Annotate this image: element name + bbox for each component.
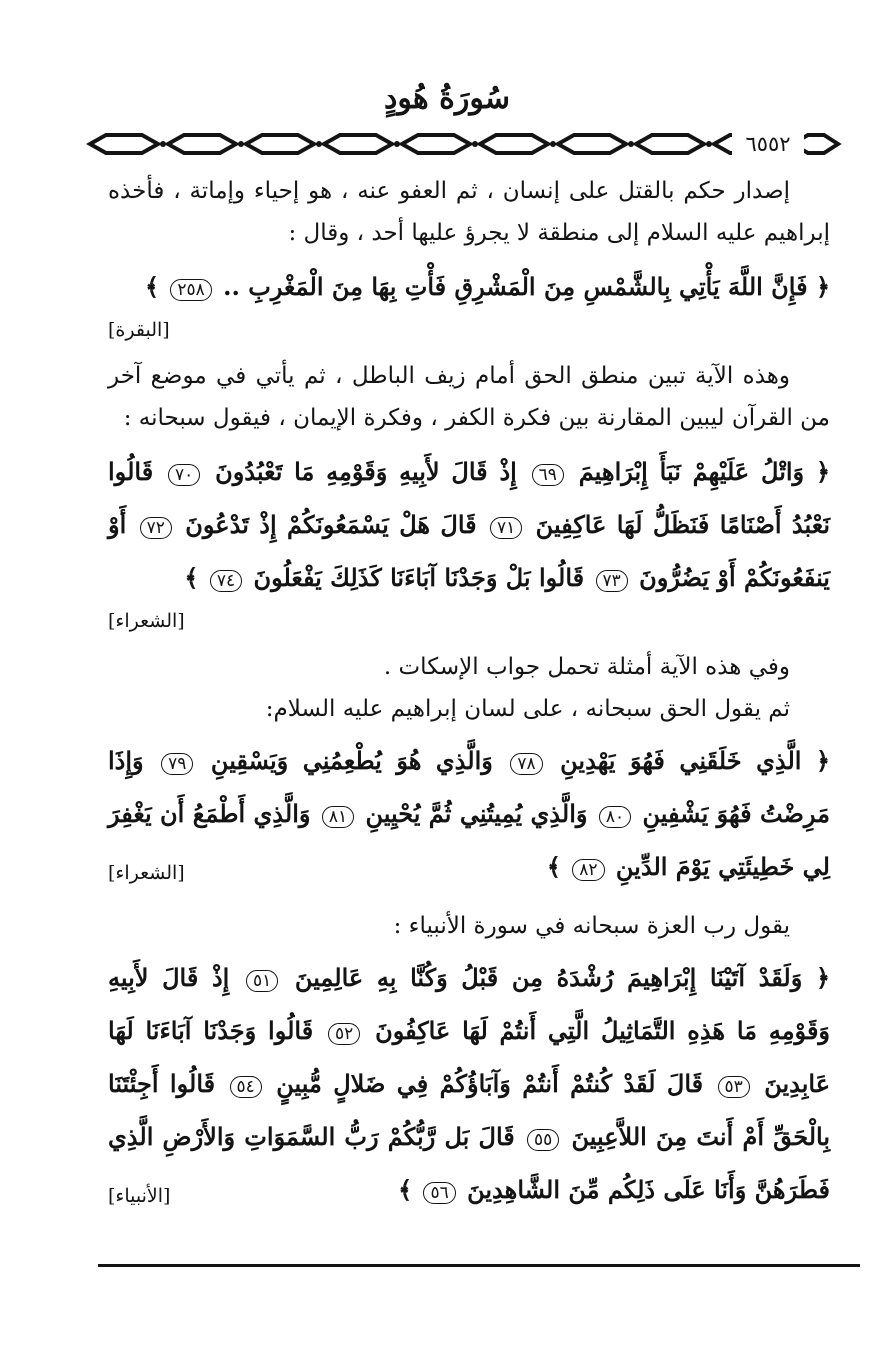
verse-text: قَالَ هَلْ يَسْمَعُونَكُمْ إِذْ تَدْعُونَ [185,510,477,539]
paragraph-2: وهذه الآية تبين منطق الحق أمام زيف الباطل ، ثم يأتي في موضع آخر من القرآن ليبين المقارنة بين فكرة الكفر ، وفكرة الإيمان ، فيقول سبحانه : [108,363,830,431]
verse-open-bracket: ﴿ [815,272,830,301]
ayah-number: ٨١ [322,806,354,828]
ayah-number: ٨٠ [599,806,631,828]
surah-reference: [الشعراء] [108,862,185,884]
verse-close-bracket: ﴾ [398,1175,413,1204]
ayah-number: ٧١ [490,517,522,539]
ayah-number: ٧٠ [168,464,200,486]
verse-text: الَّذِي خَلَقَنِي فَهُوَ يَهْدِينِ [560,746,802,775]
verse-text: قَالُوا بَلْ وَجَدْنَا آبَاءَنَا كَذَلِكَ يَفْعَلُونَ [253,563,585,592]
verse-close-bracket: ﴾ [184,563,199,592]
verse-close-bracket: ﴾ [546,852,561,881]
verse-text: قَالَ لَقَدْ كُنتُمْ أَنتُمْ وَآبَاؤُكُمْ فِي ضَلالٍ مُّبِينٍ [276,1069,704,1098]
ayah-number: ٢٥٨ [170,279,211,301]
ayah-number: ٥١ [246,970,278,992]
paragraph-3: وفي هذه الآية أمثلة تحمل جواب الإسكات . [383,654,790,680]
bottom-rule [98,1264,860,1267]
ayah-number: ٧٤ [210,570,242,592]
surah-reference: [الأنبياء] [108,1185,171,1207]
paragraph-4: ثم يقول الحق سبحانه ، على لسان إبراهيم عليه السلام: [265,696,790,722]
verse-text: وَإِذَا مَرِضْتُ فَهُوَ يَشْفِينِ [108,746,830,828]
verse-text: وَلَقَدْ آتَيْنَا إِبْرَاهِيمَ رُشْدَهُ مِن قَبْلُ وَكُنَّا بِهِ عَالِمِينَ [294,963,803,992]
verse-text: فَإِنَّ اللَّهَ يَأْتِي بِالشَّمْسِ مِنَ الْمَشْرِقِ فَأْتِ بِهَا مِنَ الْمَغْرِبِ .. [223,272,808,301]
verse-text: إِذْ قَالَ لأَبِيهِ وَقَوْمِهِ مَا هَذِهِ التَّمَاثِيلُ الَّتِي أَنتُمْ لَهَا عَاكِفُونَ [108,963,831,1045]
ayah-number: ٥٥ [527,1129,559,1151]
verse-open-bracket: ﴿ [815,746,831,775]
ayah-number: ٥٣ [718,1076,750,1098]
ayah-number: ٦٩ [532,464,564,486]
verse-text: وَالَّذِي هُوَ يُطْعِمُنِي وَيَسْقِينِ [210,746,493,775]
verse-text: وَاتْلُ عَلَيْهِمْ نَبَأَ إِبْرَاهِيمَ [578,457,805,486]
surah-title: سُورَةُ هُودٍ [384,81,510,116]
verse-open-bracket: ﴿ [815,457,831,486]
verse-shuara-78-82 [108,736,830,895]
decorative-border [86,128,842,160]
verse-baqarah-258 [108,262,830,315]
page-number: ٦٥٥٢ [732,128,804,160]
ayah-number: ٧٨ [510,753,542,775]
paragraph-5: يقول رب العزة سبحانه في سورة الأنبياء : [393,913,790,939]
verse-anbiya-51-56 [108,953,830,1218]
verse-open-bracket: ﴿ [815,963,831,992]
surah-reference: [الشعراء] [108,610,185,632]
verse-close-bracket: ﴾ [144,272,160,301]
verse-text: قَالُوا وَجَدْنَا آبَاءَنَا لَهَا عَابِدِينَ [108,1016,831,1098]
paragraph-1: إصدار حكم بالقتل على إنسان ، ثم العفو عنه ، هو إحياء وإماتة ، فأخذه إبراهيم عليه السلام إلى منطقة لا يجرؤ عليها أحد ، وقال : [108,178,830,246]
verse-text: قَالَ بَل رَّبُّكُمْ رَبُّ السَّمَوَاتِ وَالأَرْضِ الَّذِي فَطَرَهُنَّ وَأَنَا عَلَى ذَلِكُم مِّنَ الشَّاهِدِينَ [108,1122,830,1204]
ayah-number: ٥٢ [328,1023,360,1045]
ayah-number: ٨٢ [572,859,604,881]
verse-text: أَوْ يَنفَعُونَكُمْ أَوْ يَضُرُّونَ [108,510,830,592]
verse-text: وَالَّذِي يُمِيتُنِي ثُمَّ يُحْيِينِ [365,799,588,828]
verse-text: قَالُوا نَعْبُدُ أَصْنَامًا فَنَظَلُّ لَهَا عَاكِفِينَ [108,457,830,539]
verse-text: وَالَّذِي أَطْمَعُ أَن يَغْفِرَ لِي خَطِيئَتِي يَوْمَ الدِّينِ [108,799,830,881]
ayah-number: ٥٦ [423,1182,455,1204]
ayah-number: ٥٤ [230,1076,262,1098]
surah-reference: [البقرة] [108,319,170,341]
verse-shuara-69-74 [108,447,830,606]
ayah-number: ٧٢ [140,517,172,539]
ayah-number: ٧٩ [161,753,193,775]
verse-text: قَالُوا أَجِئْتَنَا بِالْحَقِّ أَمْ أَنتَ مِنَ اللاَّعِبِينَ [108,1069,830,1151]
ayah-number: ٧٣ [596,570,628,592]
page-content [108,170,830,1221]
verse-text: إِذْ قَالَ لأَبِيهِ وَقَوْمِهِ مَا تَعْبُدُونَ [215,457,517,486]
